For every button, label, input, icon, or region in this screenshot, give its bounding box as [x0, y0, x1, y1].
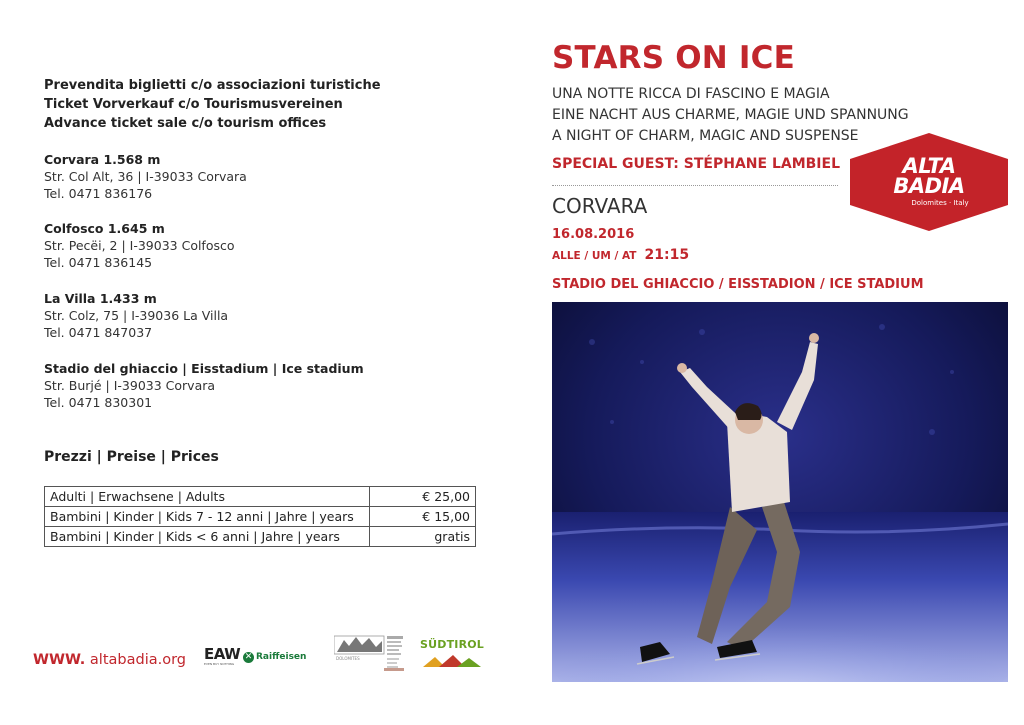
office-address: Str. Col Alt, 36 | I-39033 Corvara	[44, 169, 247, 184]
subtitle-it: UNA NOTTE RICCA DI FASCINO E MAGIA	[552, 86, 830, 102]
prices-heading: Prezzi | Preise | Prices	[44, 449, 219, 465]
event-time: 21:15	[644, 247, 690, 263]
price-label: Bambini | Kinder | Kids < 6 anni | Jahre | years	[45, 527, 370, 547]
office-corvara	[44, 151, 247, 202]
mountains-icon	[334, 628, 406, 676]
subtitle-de: EINE NACHT AUS CHARME, MAGIE UND SPANNUNG	[552, 107, 909, 123]
table-row	[45, 507, 476, 527]
raiffeisen-cross-icon: ✕	[244, 651, 253, 662]
office-ice-stadium	[44, 360, 364, 411]
dotted-divider	[552, 185, 838, 186]
price-label: Bambini | Kinder | Kids 7 - 12 anni | Jahre | years	[45, 507, 370, 527]
price-table	[44, 486, 476, 547]
sudtirol-logo	[419, 638, 485, 672]
eaw-logo-text: EAW	[204, 645, 241, 663]
heading-line-en: Advance ticket sale c/o tourism offices	[44, 116, 327, 131]
office-address: Str. Burjé | I-39033 Corvara	[44, 378, 216, 393]
office-tel: Tel. 0471 836176	[44, 186, 153, 201]
subtitle-en: A NIGHT OF CHARM, MAGIC AND SUSPENSE	[552, 128, 859, 144]
office-address: Str. Pecëi, 2 | I-39033 Colfosco	[44, 238, 235, 253]
special-guest: SPECIAL GUEST: STÉPHANE LAMBIEL	[552, 156, 840, 172]
logo-line-alta: ALTA	[902, 154, 956, 178]
price-value: gratis	[370, 527, 476, 547]
price-value: € 15,00	[370, 507, 476, 527]
sudtirol-mountains-icon	[419, 654, 485, 668]
office-tel: Tel. 0471 836145	[44, 255, 153, 270]
event-title: STARS ON ICE	[552, 40, 795, 76]
event-venue: STADIO DEL GHIACCIO / EISSTADION / ICE STADIUM	[552, 277, 924, 292]
office-la-villa	[44, 290, 228, 341]
heading-line-de: Ticket Vorverkauf c/o Tourismusvereinen	[44, 97, 343, 112]
website-domain: altabadia.org	[89, 652, 187, 668]
logo-line-badia: BADIA	[893, 174, 965, 198]
event-time-row	[552, 244, 689, 263]
event-date: 16.08.2016	[552, 227, 635, 242]
price-label: Adulti | Erwachsene | Adults	[45, 487, 370, 507]
office-name: Corvara 1.568 m	[44, 152, 161, 167]
office-name: La Villa 1.433 m	[44, 291, 157, 306]
office-address: Str. Colz, 75 | I-39036 La Villa	[44, 308, 229, 323]
time-label: ALLE / UM / AT	[552, 250, 637, 262]
sudtirol-logo-text: SÜDTIROL	[419, 638, 484, 651]
office-name: Colfosco 1.645 m	[44, 221, 165, 236]
table-row	[45, 487, 476, 507]
alta-badia-logo	[850, 133, 1008, 231]
skater-photo	[552, 302, 1008, 682]
price-value: € 25,00	[370, 487, 476, 507]
heading-line-it: Prevendita biglietti c/o associazioni turistiche	[44, 78, 381, 93]
event-place: CORVARA	[552, 194, 648, 218]
office-tel: Tel. 0471 830301	[44, 395, 153, 410]
website-link[interactable]	[33, 652, 186, 668]
ticket-sale-heading	[44, 76, 381, 133]
dolomites-logo-text: DOLOMITES	[336, 656, 360, 661]
raiffeisen-logo-text: Raiffeisen	[256, 652, 307, 662]
website-prefix: WWW.	[33, 652, 86, 668]
skater-illustration	[552, 302, 1008, 682]
eaw-logo-subtext: EVEN BUY NOTHING	[204, 662, 235, 666]
table-row	[45, 527, 476, 547]
office-tel: Tel. 0471 847037	[44, 325, 153, 340]
raiffeisen-logo	[243, 648, 306, 666]
eaw-logo	[204, 647, 248, 669]
logo-tagline: Dolomites · Italy	[911, 199, 969, 207]
office-name: Stadio del ghiaccio | Eisstadium | Ice stadium	[44, 361, 364, 376]
dolomites-unesco-logo	[334, 628, 406, 676]
office-colfosco	[44, 220, 235, 271]
